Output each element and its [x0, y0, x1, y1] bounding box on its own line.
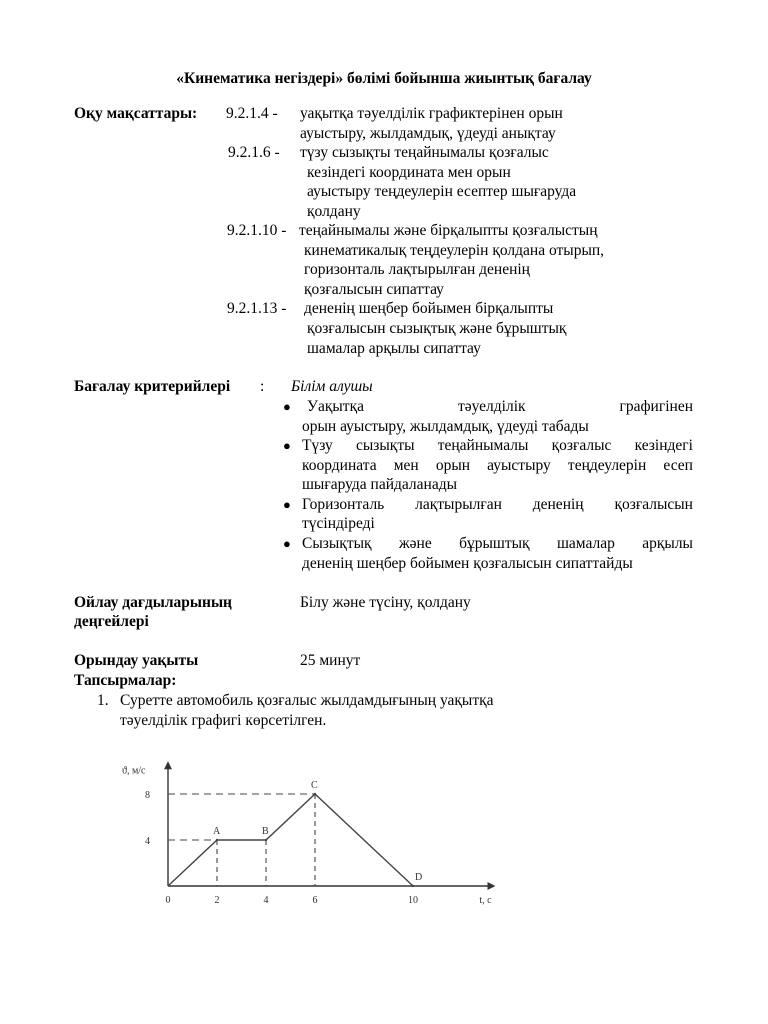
x-tick-label: 10	[408, 895, 418, 906]
criteria-colon: :	[260, 378, 265, 395]
objective-line: қозғалысын сипаттау	[304, 281, 444, 298]
objective-line: қозғалысын сызықтық және бұрыштық	[307, 320, 567, 337]
criterion-line: орын ауыстыру, жылдамдық, үдеуді табады	[302, 418, 589, 435]
x-tick-label: 0	[165, 895, 171, 906]
objectives-label: Оқу мақсаттары:	[74, 105, 198, 122]
objective-line: кинематикалық теңдеулерін қолдана отырып,	[304, 242, 605, 259]
page-title: «Кинематика негіздері» бөлімі бойынша жиынтық бағалау	[176, 70, 592, 87]
task-number: 1.	[97, 692, 109, 709]
objective-line: шамалар арқылы сипаттау	[307, 340, 481, 357]
objective-line: қолдану	[307, 203, 361, 220]
data-point	[412, 885, 414, 887]
objective-line: дененің шеңбер бойымен бірқалыпты	[304, 300, 554, 317]
objective-line: ауыстыру, жылдамдық, үдеуді анықтау	[300, 125, 556, 142]
criterion-line: Сызықтық және бұрыштық шамалар арқылы	[302, 535, 693, 552]
x-tick-label: 4	[263, 895, 269, 906]
y-axis-label: ϑ, м/с	[122, 765, 146, 777]
y-tick-label: 4	[145, 836, 150, 847]
criterion-line: шығаруда пайдаланады	[302, 476, 458, 493]
objective-code: 9.2.1.4 -	[226, 105, 278, 122]
objective-line: кезіндегі координата мен орын	[307, 164, 511, 181]
criteria-label: Бағалау критерийлері	[74, 378, 231, 395]
objective-line: түзу сызықты теңайнымалы қозғалыс	[300, 144, 549, 161]
objective-code: 9.2.1.10 -	[227, 222, 287, 239]
criterion-line: Уақытқа тәуелділік графигінен	[307, 398, 693, 415]
objective-line: уақытқа тәуелділік графиктерінен орын	[300, 105, 563, 122]
bullet-icon: ●	[283, 536, 291, 551]
criteria-learner: Білім алушы	[291, 378, 373, 395]
objective-line: теңайнымалы және бірқалыпты қозғалыстың	[299, 222, 598, 239]
thinking-value: Білу және түсіну, қолдану	[300, 594, 471, 611]
objective-code: 9.2.1.6 -	[228, 144, 280, 161]
criterion-line: Горизонталь лақтырылған дененің қозғалысын	[302, 496, 693, 513]
criterion-line: Түзу сызықты теңайнымалы қозғалыс кезіндегі	[302, 437, 693, 454]
x-axis-label: t, c	[479, 895, 492, 906]
objective-line: горизонталь лақтырылған дененің	[304, 261, 530, 278]
point-label: C	[311, 780, 318, 791]
data-point	[265, 839, 267, 841]
criterion-line: координата мен орын ауыстыру теңдеулерін есеп	[302, 457, 693, 474]
bullet-icon: ●	[283, 438, 291, 453]
thinking-label: деңгейлері	[74, 613, 149, 630]
task-text: Суретте автомобиль қозғалыс жылдамдығының уақытқа	[120, 692, 494, 709]
bullet-icon: ●	[283, 399, 291, 414]
point-label: B	[262, 826, 269, 837]
x-tick-label: 6	[312, 895, 318, 906]
bullet-icon: ●	[283, 497, 291, 512]
time-label: Орындау уақыты	[74, 652, 199, 669]
criterion-line: түсіндіреді	[302, 515, 375, 532]
point-label: D	[415, 872, 423, 883]
task-text: тәуелділік графигі көрсетілген.	[120, 712, 327, 729]
objective-line: ауыстыру теңдеулерін есептер шығаруда	[307, 183, 577, 200]
tasks-label: Тапсырмалар:	[74, 672, 177, 689]
y-tick-label: 8	[145, 790, 150, 801]
data-point	[216, 839, 218, 841]
x-tick-label: 2	[214, 895, 220, 906]
point-label: A	[213, 826, 221, 837]
criterion-line: дененің шеңбер бойымен қозғалысын сипаттайды	[302, 555, 633, 572]
objective-code: 9.2.1.13 -	[227, 300, 287, 317]
time-value: 25 минут	[300, 652, 361, 669]
thinking-label: Ойлау дағдыларының	[74, 594, 232, 611]
data-point	[314, 793, 316, 795]
